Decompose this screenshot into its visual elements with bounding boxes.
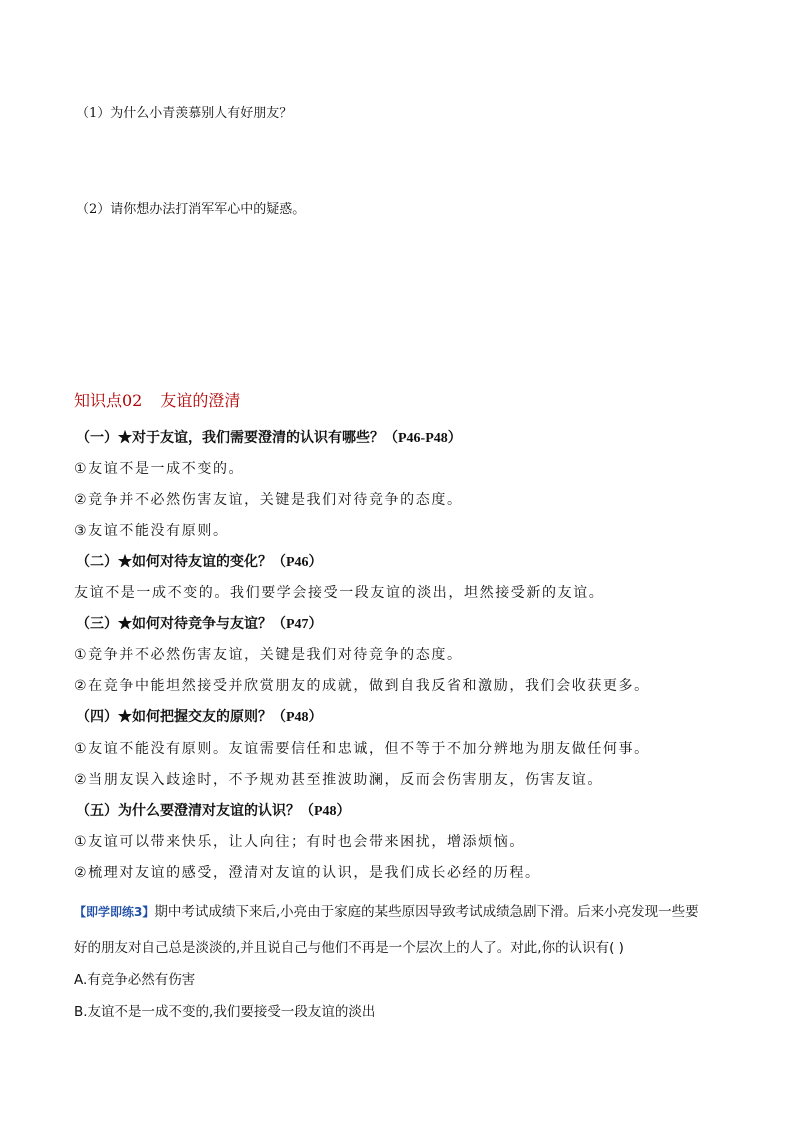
block-4-line-2: ②当朋友误入歧途时，不予规劝甚至推波助澜，反而会伤害朋友，伤害友谊。: [74, 772, 603, 788]
block-4-line-1: ①友谊不能没有原则。友谊需要信任和忠诚，但不等于不加分辨地为朋友做任何事。: [74, 741, 650, 757]
block-heading-2: （二）★如何对待友谊的变化？（P46）: [76, 555, 323, 570]
exercise-line-1: [74, 900, 699, 920]
exercise-text-1: 期中考试成绩下来后,小亮由于家庭的某些原因导致考试成绩急剧下滑。后来小亮发现一些要: [154, 904, 699, 920]
exercise-line-2: 好的朋友对自己总是淡淡的,并且说自己与他们不再是一个层次上的人了。对此,你的认识有( ): [74, 940, 624, 956]
option-a: A.有竞争必然有伤害: [74, 972, 196, 988]
question-1: （1）为什么小青羡慕别人有好朋友？: [76, 106, 293, 121]
exercise-tag: 【即学即练3】: [74, 905, 155, 919]
block-5-line-2: ②梳理对友谊的感受，澄清对友谊的认识，是我们成长必经的历程。: [74, 865, 541, 881]
block-1-line-2: ②竞争并不必然伤害友谊，关键是我们对待竞争的态度。: [74, 492, 463, 508]
block-heading-4: （四）★如何把握交友的原则？（P48）: [76, 710, 323, 725]
block-1-line-1: ①友谊不是一成不变的。: [74, 461, 245, 477]
question-2: （2）请你想办法打消军军心中的疑惑。: [76, 202, 306, 217]
section-title: 友谊的澄清: [160, 391, 241, 410]
section-number: 知识点02: [74, 391, 143, 410]
section-heading: [74, 388, 240, 411]
block-1-line-3: ③友谊不能没有原则。: [74, 523, 229, 539]
block-heading-5: （五）为什么要澄清对友谊的认识？（P48）: [76, 804, 351, 819]
block-2-line-1: 友谊不是一成不变的。我们要学会接受一段友谊的淡出，坦然接受新的友谊。: [74, 585, 605, 601]
block-5-line-1: ①友谊可以带来快乐，让人向往；有时也会带来困扰，增添烦恼。: [74, 834, 525, 850]
block-heading-1: （一）★对于友谊，我们需要澄清的认识有哪些？（P46-P48）: [76, 431, 462, 446]
block-3-line-1: ①竞争并不必然伤害友谊，关键是我们对待竞争的态度。: [74, 647, 463, 663]
option-b: B.友谊不是一成不变的,我们要接受一段友谊的淡出: [74, 1004, 376, 1020]
block-heading-3: （三）★如何对待竞争与友谊？（P47）: [76, 617, 323, 632]
block-3-line-2: ②在竞争中能坦然接受并欣赏朋友的成就，做到自我反省和激励，我们会收获更多。: [74, 678, 650, 694]
